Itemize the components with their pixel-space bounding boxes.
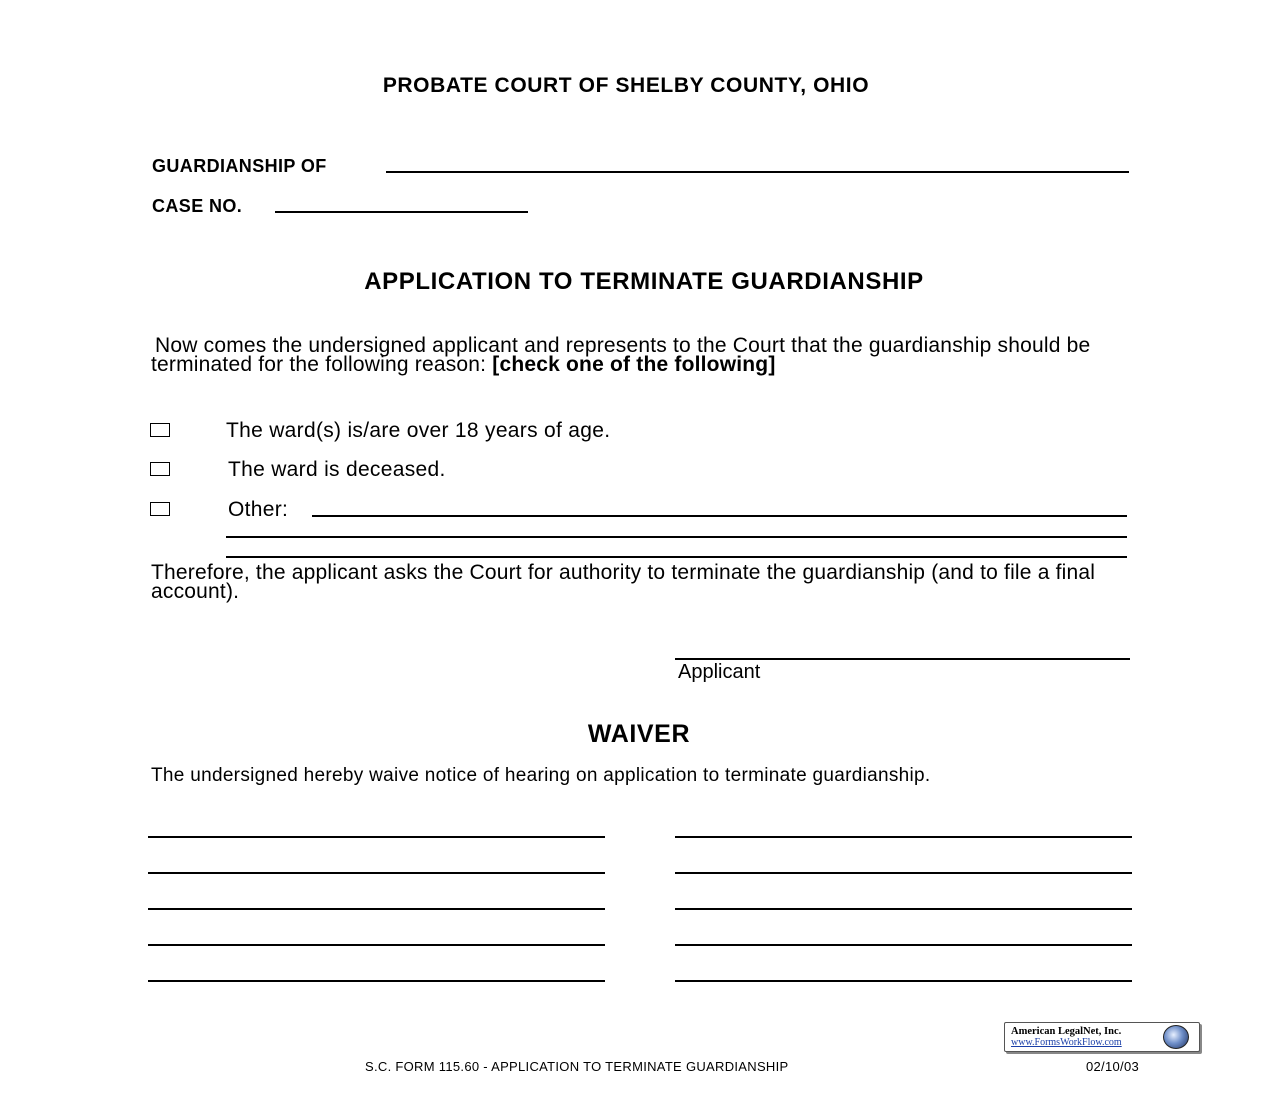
- logo-website-link[interactable]: www.FormsWorkFlow.com: [1011, 1037, 1122, 1048]
- option-over-18-label: The ward(s) is/are over 18 years of age.: [226, 419, 611, 442]
- waiver-signature-line[interactable]: [148, 836, 605, 838]
- waiver-signature-line[interactable]: [675, 944, 1132, 946]
- other-reason-line-1[interactable]: [312, 515, 1127, 517]
- case-number-label: CASE NO.: [152, 196, 243, 216]
- case-number-field[interactable]: [275, 211, 528, 213]
- intro-paragraph: [151, 336, 1126, 374]
- waiver-signature-line[interactable]: [675, 836, 1132, 838]
- option-checkbox-other[interactable]: [150, 502, 170, 516]
- waiver-signature-line[interactable]: [675, 908, 1132, 910]
- globe-icon: [1163, 1025, 1189, 1049]
- option-checkbox-over-18[interactable]: [150, 423, 170, 437]
- guardianship-of-field[interactable]: [386, 171, 1129, 173]
- waiver-signature-line[interactable]: [675, 872, 1132, 874]
- waiver-text: The undersigned hereby waive notice of hearing on application to terminate guardianship.: [151, 765, 931, 786]
- other-reason-line-3[interactable]: [226, 556, 1127, 558]
- guardianship-of-label: GUARDIANSHIP OF: [152, 156, 327, 176]
- therefore-paragraph: Therefore, the applicant asks the Court for authority to terminate the guardianship (and to file a final account).: [151, 561, 1096, 603]
- form-number-footer: S.C. FORM 115.60 - APPLICATION TO TERMINATE GUARDIANSHIP: [365, 1059, 789, 1074]
- waiver-signature-line[interactable]: [148, 872, 605, 874]
- form-title: APPLICATION TO TERMINATE GUARDIANSHIP: [364, 268, 924, 295]
- option-deceased-label: The ward is deceased.: [228, 458, 446, 481]
- other-reason-line-2[interactable]: [226, 536, 1127, 538]
- waiver-signature-line[interactable]: [148, 980, 605, 982]
- intro-text: Now comes the undersigned applicant and represents to the Court that the guardianship should be terminated for the following reason:: [151, 334, 1091, 376]
- intro-instruction: [check one of the following]: [492, 353, 776, 376]
- applicant-label: Applicant: [678, 661, 761, 683]
- court-heading: PROBATE COURT OF SHELBY COUNTY, OHIO: [382, 74, 870, 97]
- waiver-signature-line[interactable]: [675, 980, 1132, 982]
- form-date-footer: 02/10/03: [1086, 1059, 1140, 1074]
- applicant-signature-line[interactable]: [675, 658, 1130, 660]
- option-other-label: Other:: [228, 498, 289, 521]
- logo-company-name: American LegalNet, Inc.: [1011, 1026, 1122, 1037]
- american-legalnet-logo[interactable]: [1004, 1022, 1200, 1052]
- waiver-signature-line[interactable]: [148, 944, 605, 946]
- waiver-heading: WAIVER: [587, 720, 691, 748]
- waiver-signature-line[interactable]: [148, 908, 605, 910]
- option-checkbox-deceased[interactable]: [150, 462, 170, 476]
